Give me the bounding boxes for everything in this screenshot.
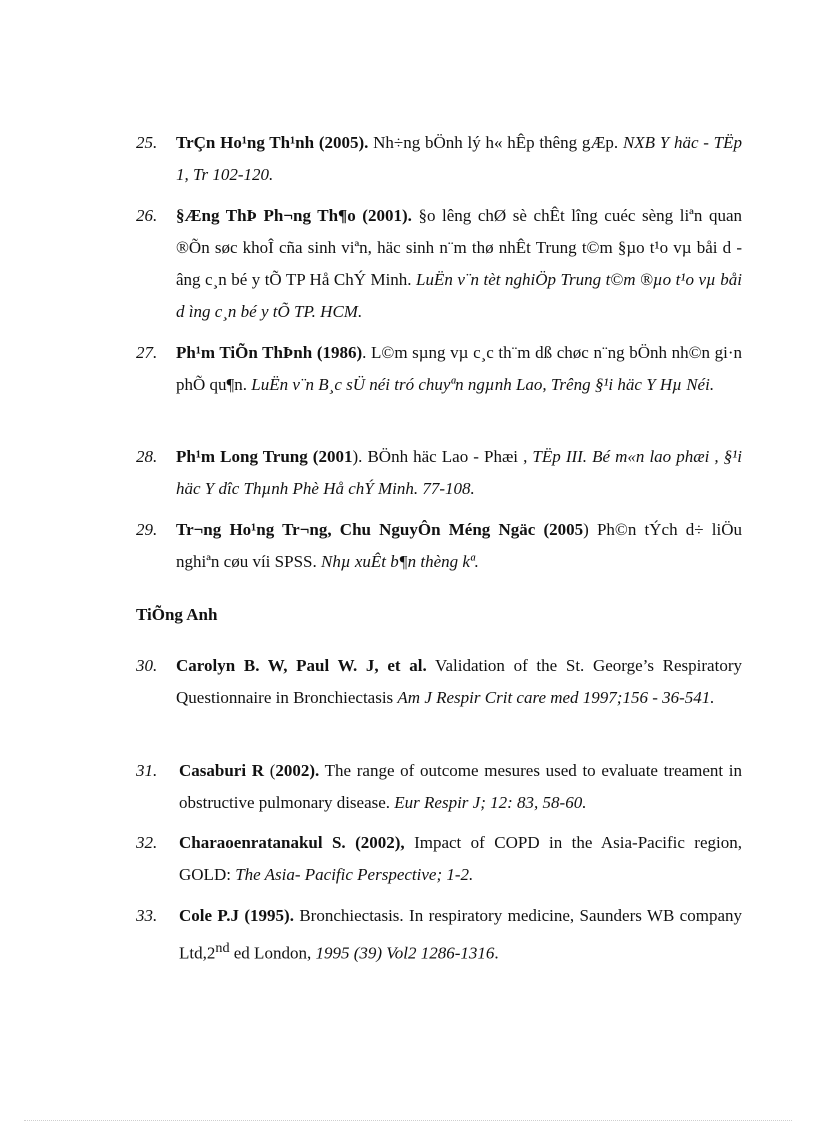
reference-authors: Casaburi R (179, 761, 265, 780)
reference-authors: Tr¬ng Ho¹ng Tr¬ng, Chu NguyÔn Méng Ngäc (2005 (176, 520, 584, 539)
reference-number: 28. (136, 447, 158, 466)
reference-title: Impact of COPD in the Asia-Pacific region, GOLD: (179, 833, 742, 884)
reference-item (136, 127, 742, 191)
reference-item (136, 514, 742, 578)
reference-title: Nh÷ng bÖnh lý h« hÊp thêng gÆp. (368, 133, 623, 152)
ordinal-superscript: nd (215, 940, 230, 956)
reference-edition: ed London, (229, 943, 316, 963)
reference-authors: §Æng ThÞ Ph¬ng Th¶o (2001). (176, 206, 412, 225)
reference-number: 26. (136, 206, 158, 225)
reference-item (136, 650, 742, 714)
reference-body (176, 200, 742, 328)
reference-source: TËp III. Bé m«n lao phæi , §¹i häc Y dîc Thµnh Phè Hå chÝ Minh. 77-108. (176, 447, 743, 498)
reference-body (176, 337, 742, 401)
reference-item (136, 827, 742, 891)
reference-source: 1995 (39) Vol2 1286-1316 (315, 943, 495, 963)
reference-source: Am J Respir Crit care med 1997;156 - 36-541. (397, 688, 715, 707)
reference-number: 33. (136, 906, 158, 925)
reference-item (136, 900, 742, 970)
reference-number: 27. (136, 343, 158, 362)
reference-body (179, 755, 742, 819)
reference-number: 31. (136, 761, 158, 780)
reference-title: ) Ph©n tÝch d÷ liÖu nghiªn cøu víi SPSS. (176, 520, 742, 571)
reference-source: The Asia- Pacific Perspective; 1-2. (235, 865, 474, 884)
reference-body (179, 900, 742, 970)
reference-number: 25. (136, 133, 158, 152)
reference-body (176, 441, 742, 505)
reference-body (179, 827, 742, 891)
reference-item (136, 755, 742, 819)
reference-authors: Charaoenratanakul S. (2002), (179, 833, 405, 852)
reference-source: LuËn v¨n B¸c sÜ néi tró chuyªn ngµnh Lao, Trêng §¹i häc Y Hµ Néi. (251, 375, 715, 394)
reference-item (136, 200, 742, 328)
reference-body (176, 127, 742, 191)
page-bottom-rule (24, 1120, 792, 1121)
reference-title: §o lêng chØ sè chÊt lîng cuéc sèng liªn quan ®Õn søc khoÎ cña sinh viªn, häc sinh n¨m thø nhÊt Trung t©m §µo t¹o vµ båi d âng c¸n bé y tÕ TP Hå ChÝ Minh. (176, 206, 742, 289)
reference-source: NXB Y häc - TËp 1, Tr 102-120. (176, 133, 742, 184)
reference-authors: Cole P.J (1995). (179, 906, 294, 925)
reference-title: ). BÖnh häc Lao - Phæi , (352, 447, 533, 466)
reference-source: LuËn v¨n tèt nghiÖp Trung t©m ®µo t¹o vµ båi d ìng c¸n bé y tÕ TP. HCM. (176, 270, 742, 321)
section-heading: TiÕng Anh (136, 605, 218, 624)
reference-authors: TrÇn Ho¹ng Th¹nh (2005). (176, 133, 369, 152)
reference-item (136, 337, 742, 401)
reference-authors: Carolyn B. W, Paul W. J, et al. (176, 656, 427, 675)
reference-authors: Ph¹m Long Trung (2001 (176, 447, 353, 466)
reference-source: Eur Respir J; 12: 83, 58-60. (394, 793, 587, 812)
reference-number: 29. (136, 520, 158, 539)
reference-number: 32. (136, 833, 158, 852)
reference-body (176, 514, 742, 578)
reference-title: Bronchiectasis. In respiratory medicine, Saunders WB company Ltd,2 (179, 906, 742, 963)
reference-year: 2002). (275, 761, 320, 780)
reference-title: The range of outcome mesures used to evaluate treament in obstructive pulmonary disease. (179, 761, 742, 812)
reference-title: Validation of the St. George’s Respiratory Questionnaire in Bronchiectasis (176, 656, 742, 707)
reference-title: . L©m sµng vµ c¸c th¨m dß chøc n¨ng bÖnh nh©n gi·n phÕ qu¶n. (176, 343, 743, 394)
reference-number: 30. (136, 656, 158, 675)
reference-tail: . (494, 943, 499, 963)
reference-paren: ( (264, 761, 276, 780)
reference-authors: Ph¹m TiÕn ThÞnh (1986) (176, 343, 363, 362)
reference-body (176, 650, 742, 714)
reference-source: Nhµ xuÊt b¶n thèng kª. (320, 552, 479, 571)
reference-item (136, 441, 742, 505)
